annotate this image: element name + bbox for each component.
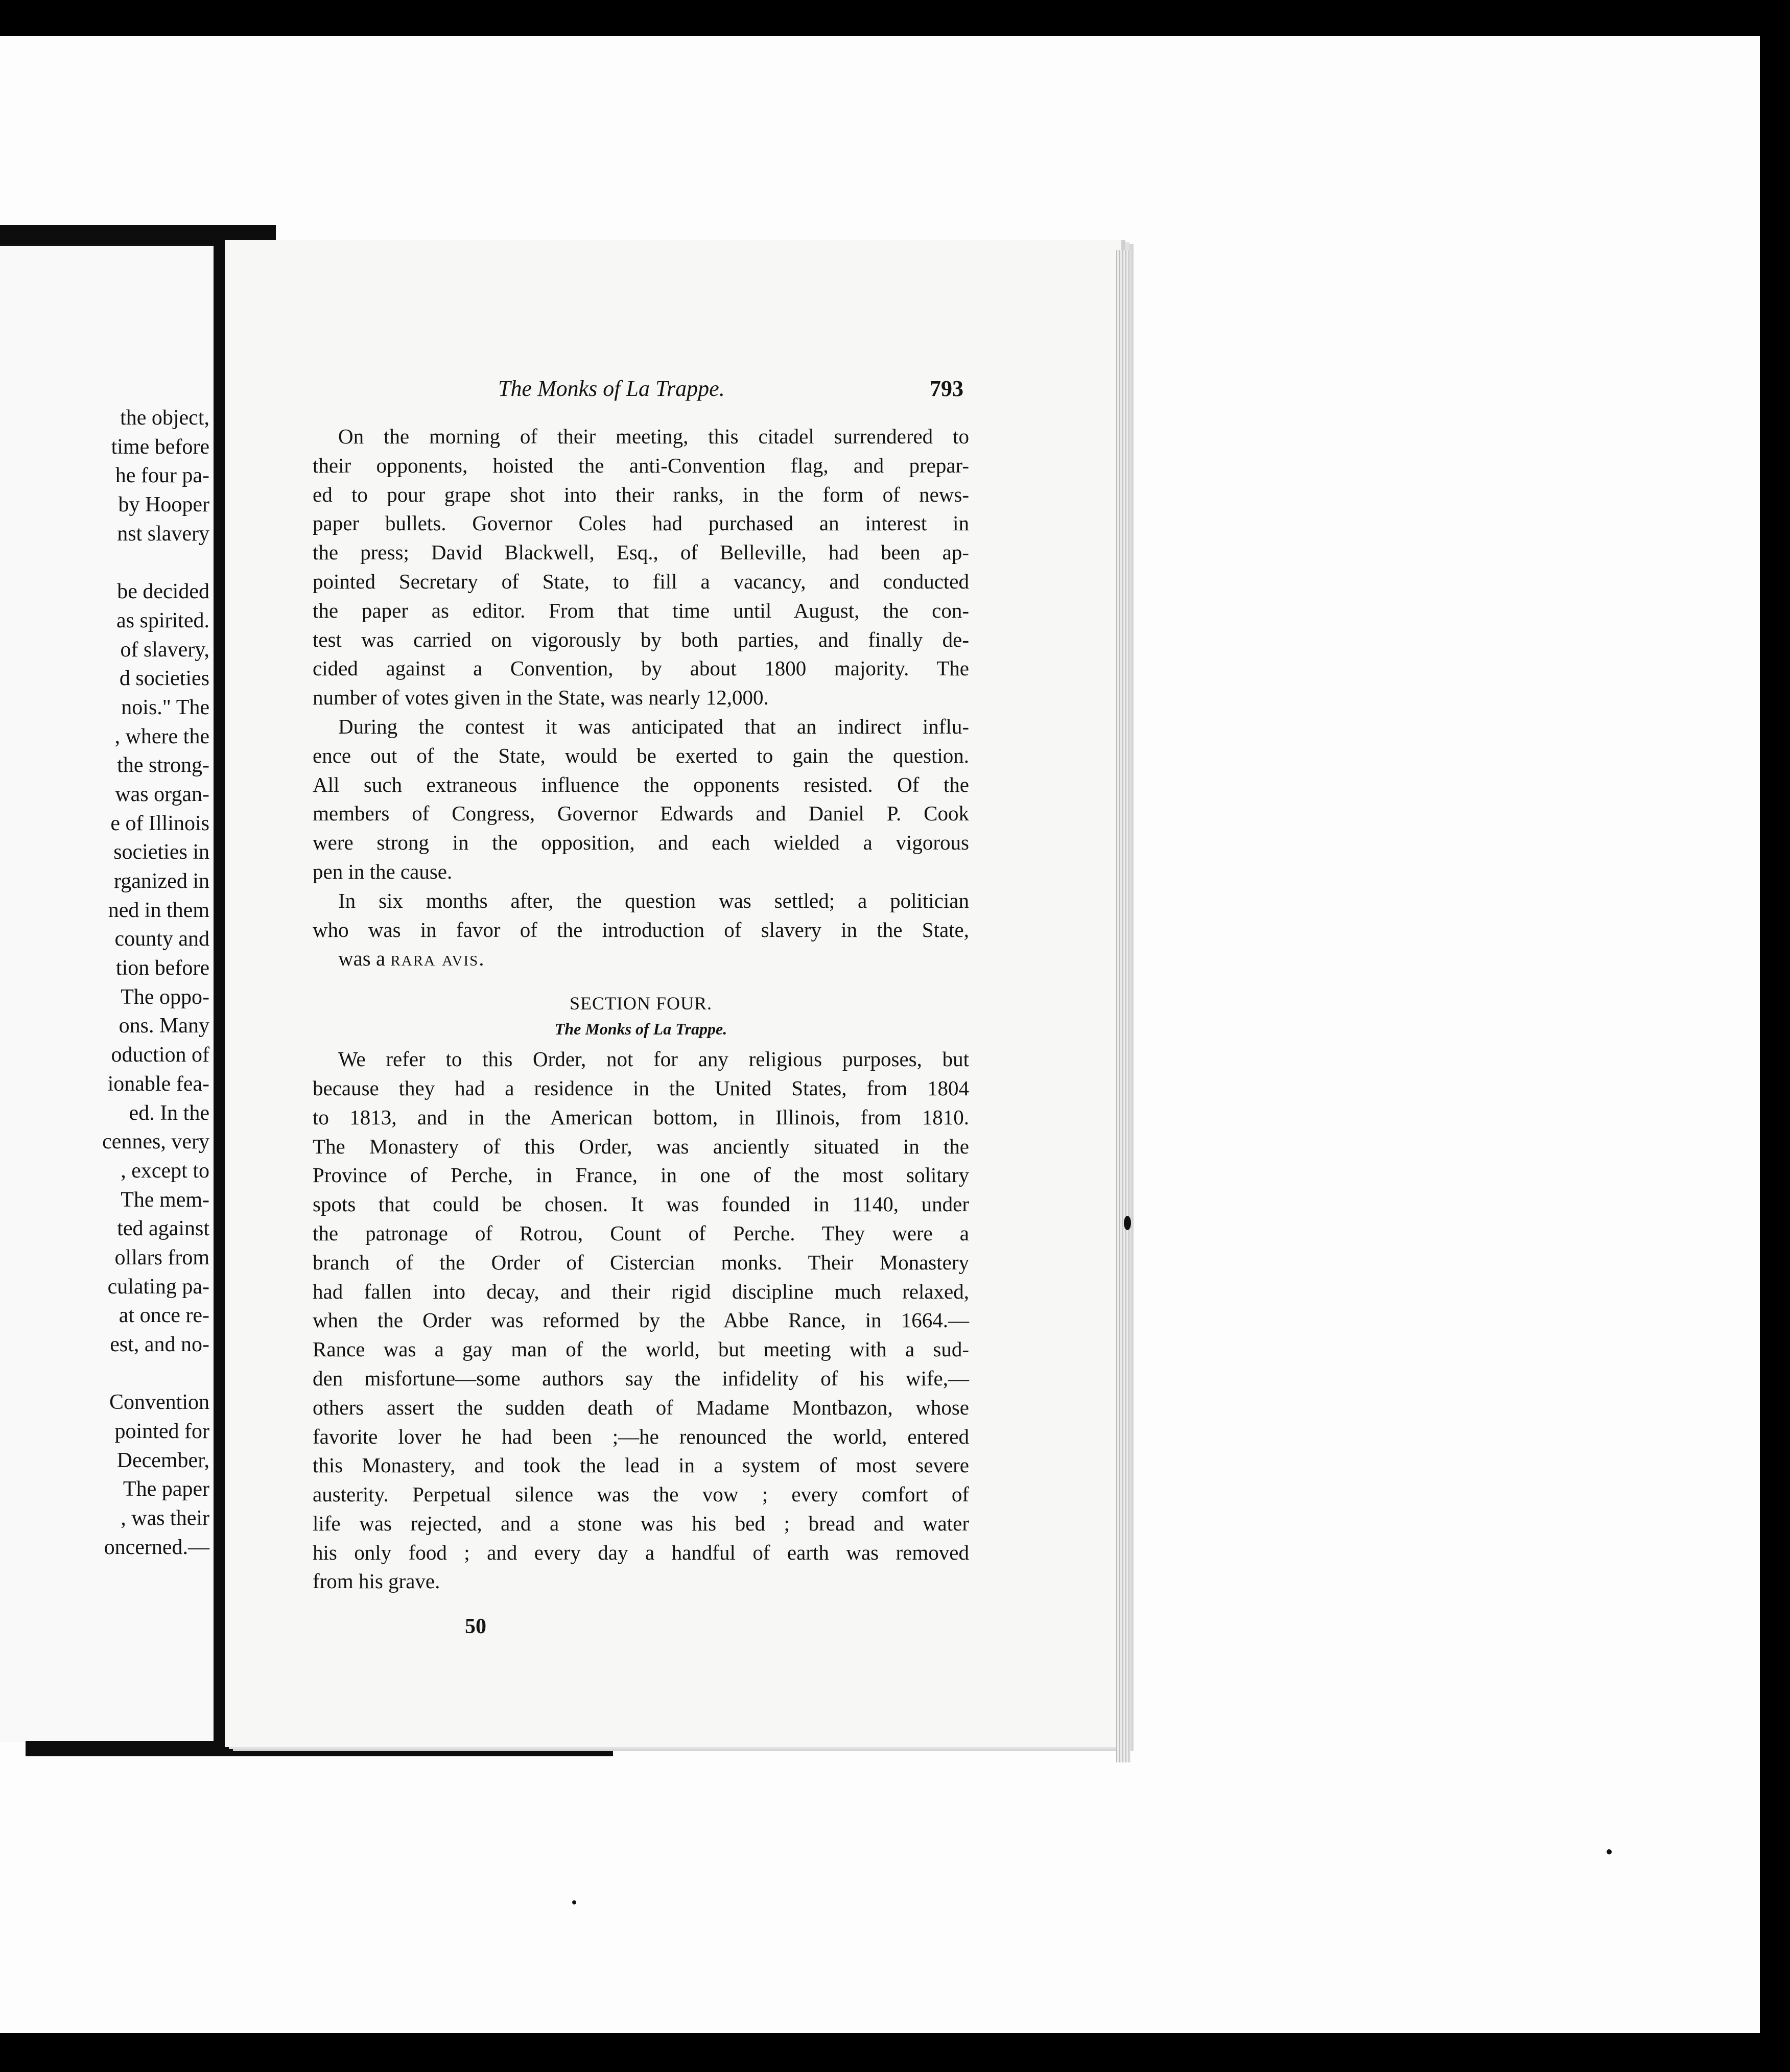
left-page-line: est, and no-	[110, 1333, 209, 1356]
text-line: others assert the sudden death of Madame Montbazon, whose	[313, 1395, 969, 1419]
text-line: this Monastery, and took the lead in a system of most severe	[313, 1453, 969, 1477]
left-page-line: oduction of	[111, 1043, 209, 1067]
text-line: the press; David Blackwell, Esq., of Belleville, had been ap-	[313, 540, 969, 564]
text-line: their opponents, hoisted the anti-Convention flag, and prepar-	[313, 453, 969, 477]
page-stack-edge	[1116, 250, 1130, 1762]
left-page-line: d societies	[119, 667, 209, 691]
left-page-line: ionable fea-	[107, 1072, 209, 1096]
section-title: SECTION FOUR.	[569, 993, 713, 1014]
text-line: austerity. Perpetual silence was the vow ; every comfort of	[313, 1482, 969, 1506]
text-line: pen in the cause.	[313, 859, 453, 883]
left-page-line: rganized in	[114, 869, 209, 893]
left-page-line: ned in them	[108, 898, 209, 922]
text-line: because they had a residence in the United States, from 1804	[313, 1076, 969, 1100]
left-page-line: The paper	[123, 1477, 209, 1501]
left-page-line: , except to	[121, 1159, 209, 1183]
left-page-line: cennes, very	[102, 1130, 209, 1154]
text-line: test was carried on vigorously by both parties, and finally de-	[313, 627, 969, 651]
left-page-line: the strong-	[117, 754, 209, 778]
left-page-line: the object,	[120, 406, 209, 430]
paragraph-convention-outcome	[313, 422, 969, 712]
left-page-line: county and	[114, 927, 209, 951]
left-page-line: was organ-	[115, 782, 209, 806]
text-line: life was rejected, and a stone was his bed ; bread and water	[313, 1511, 969, 1535]
page-number: 793	[930, 376, 963, 401]
left-page-text	[0, 404, 209, 1562]
text-line: to 1813, and in the American bottom, in Illinois, from 1810.	[313, 1105, 969, 1129]
scan-speck	[1124, 1216, 1131, 1230]
paragraph-six-months-after	[313, 886, 969, 973]
text-line: members of Congress, Governor Edwards and Daniel P. Cook	[313, 802, 969, 826]
paragraph-contest-influence	[313, 712, 969, 886]
text-line: number of votes given in the State, was nearly 12,000.	[313, 686, 769, 710]
left-page-line: December,	[116, 1448, 209, 1472]
text-line: All such extraneous influence the opponents resisted. Of the	[313, 772, 969, 796]
page-gutter	[214, 235, 225, 1747]
text-line: ed to pour grape shot into their ranks, in the form of news-	[313, 482, 969, 506]
left-page-line: oncerned.—	[104, 1535, 209, 1559]
text-line: spots that could be chosen. It was founded in 1140, under	[313, 1192, 969, 1216]
text-line: who was in favor of the introduction of slavery in the State,	[313, 917, 969, 941]
left-page-line	[0, 548, 209, 577]
text-line: the paper as editor. From that time until August, the con-	[313, 598, 969, 622]
text-line: had fallen into decay, and their rigid discipline much relaxed,	[313, 1279, 969, 1303]
text-line: We refer to this Order, not for any religious purposes, but	[338, 1047, 969, 1071]
left-page-line	[0, 1359, 209, 1388]
text-fragment: was a	[338, 947, 386, 971]
text-line: paper bullets. Governor Coles had purchased an interest in	[313, 511, 969, 535]
left-page-line: ons. Many	[119, 1014, 209, 1038]
page-body	[313, 422, 969, 1596]
frame-bottom-border	[0, 2033, 1790, 2072]
text-line: In six months after, the question was settled; a politician	[338, 888, 969, 912]
scan-speck	[1607, 1849, 1612, 1854]
left-page-line: The oppo-	[121, 985, 209, 1009]
text-line: when the Order was reformed by the Abbe Rance, in 1664.—	[313, 1308, 969, 1332]
text-line: from his grave.	[313, 1569, 440, 1593]
left-page-line: nois." The	[121, 695, 209, 719]
text-line: Rance was a gay man of the world, but meeting with a sud-	[313, 1337, 969, 1361]
left-page-line: ed. In the	[129, 1101, 209, 1125]
left-page-line: Convention	[109, 1391, 209, 1415]
left-page-line: be decided	[117, 580, 209, 604]
paragraph-monks-la-trappe	[313, 1045, 969, 1596]
left-page-line: tion before	[115, 956, 209, 980]
left-page-line: ollars from	[114, 1245, 209, 1269]
text-line: den misfortune—some authors say the infidelity of his wife,—	[313, 1366, 969, 1390]
text-line: branch of the Order of Cistercian monks. Their Monastery	[313, 1250, 969, 1274]
left-page-line: societies in	[113, 840, 209, 864]
text-line: his only food ; and every day a handful of earth was removed	[313, 1540, 969, 1564]
left-page-line: at once re-	[119, 1304, 209, 1328]
text-line: On the morning of their meeting, this citadel surrendered to	[338, 425, 969, 448]
left-page-line: as spirited.	[116, 608, 209, 632]
left-page-line: culating pa-	[107, 1275, 209, 1299]
left-page-line: The mem-	[121, 1188, 209, 1212]
left-page-line: he four pa-	[115, 464, 209, 488]
scan-speck	[572, 1900, 576, 1904]
text-line: The Monastery of this Order, was anciently situated in the	[313, 1134, 969, 1158]
left-page-line: time before	[111, 435, 209, 459]
text-line: favorite lover he had been ;—he renounced the world, entered	[313, 1424, 969, 1448]
left-page-line: pointed for	[114, 1420, 209, 1444]
text-line	[313, 944, 969, 973]
signature-mark: 50	[465, 1615, 486, 1638]
text-line: cided against a Convention, by about 1800 majority. The	[313, 656, 969, 680]
left-page	[0, 235, 215, 1742]
left-page-line: ted against	[117, 1217, 209, 1241]
running-head: The Monks of La Trappe.	[498, 376, 725, 401]
text-line: the patronage of Rotrou, Count of Perche. They were a	[313, 1221, 969, 1245]
left-page-line: e of Illinois	[110, 811, 209, 835]
text-line: Province of Perche, in France, in one of the most solitary	[313, 1163, 969, 1187]
left-page-line: , where the	[114, 724, 209, 748]
rara-avis-smallcaps: rara avis.	[390, 947, 485, 971]
section-subtitle: The Monks of La Trappe.	[554, 1020, 727, 1039]
left-page-line: of slavery,	[120, 638, 209, 662]
text-line: During the contest it was anticipated that an indirect influ-	[338, 714, 969, 738]
text-line: pointed Secretary of State, to fill a vacancy, and conducted	[313, 569, 969, 593]
text-line: were strong in the opposition, and each wielded a vigorous	[313, 831, 969, 855]
left-page-line: by Hooper	[118, 493, 209, 517]
left-page-line: , was their	[121, 1506, 209, 1531]
text-line: ence out of the State, would be exerted to gain the question.	[313, 743, 969, 767]
frame-right-border	[1760, 36, 1790, 2072]
left-page-line: nst slavery	[117, 522, 209, 546]
